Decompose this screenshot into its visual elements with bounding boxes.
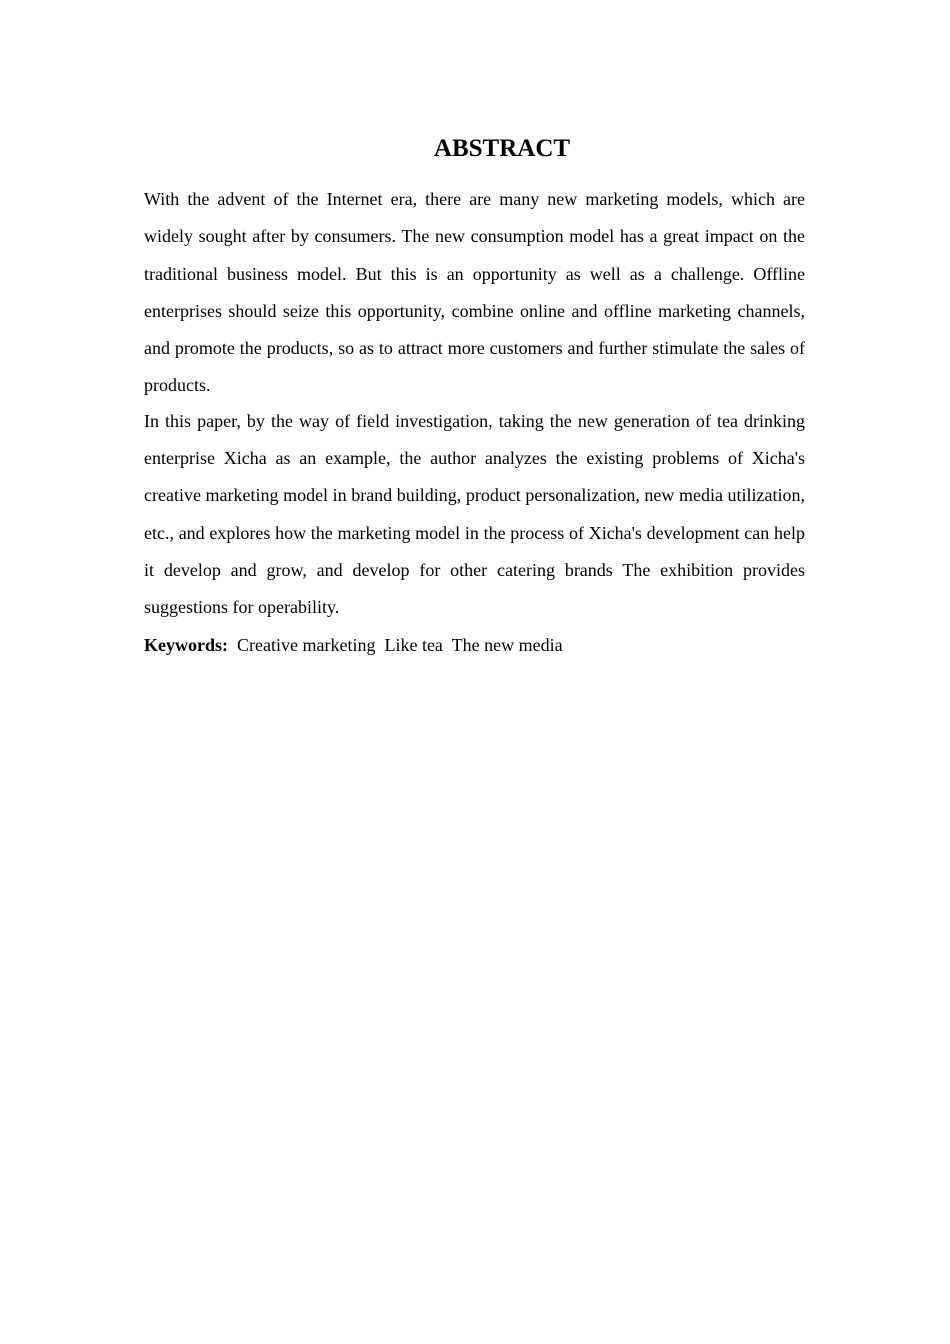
keyword: Creative marketing <box>237 634 376 655</box>
abstract-title: ABSTRACT <box>433 135 571 162</box>
abstract-paragraph: With the advent of the Internet era, there are many new marketing models, which are widely sought after by consumers. The new consumption model has a great impact on the traditional business model. But this is an opportunity as well as a challenge. Offline enterprises should seize this opportunity, combine online and offline marketing channels, and promote the products, so as to attract more customers and further stimulate the sales of products. <box>144 189 805 396</box>
keyword: The new media <box>451 634 563 655</box>
keyword: Like tea <box>384 634 443 655</box>
keywords-line <box>144 627 805 664</box>
abstract-body <box>144 181 805 664</box>
keywords-label: Keywords: <box>144 634 228 655</box>
abstract-paragraph: In this paper, by the way of field investigation, taking the new generation of tea drinking enterprise Xicha as an example, the author analyzes the existing problems of Xicha's creative marketing model in brand building, product personalization, new media utilization, etc., and explores how the marketing model in the process of Xicha's development can help it develop and grow, and develop for other catering brands The exhibition provides suggestions for operability. <box>144 410 805 618</box>
